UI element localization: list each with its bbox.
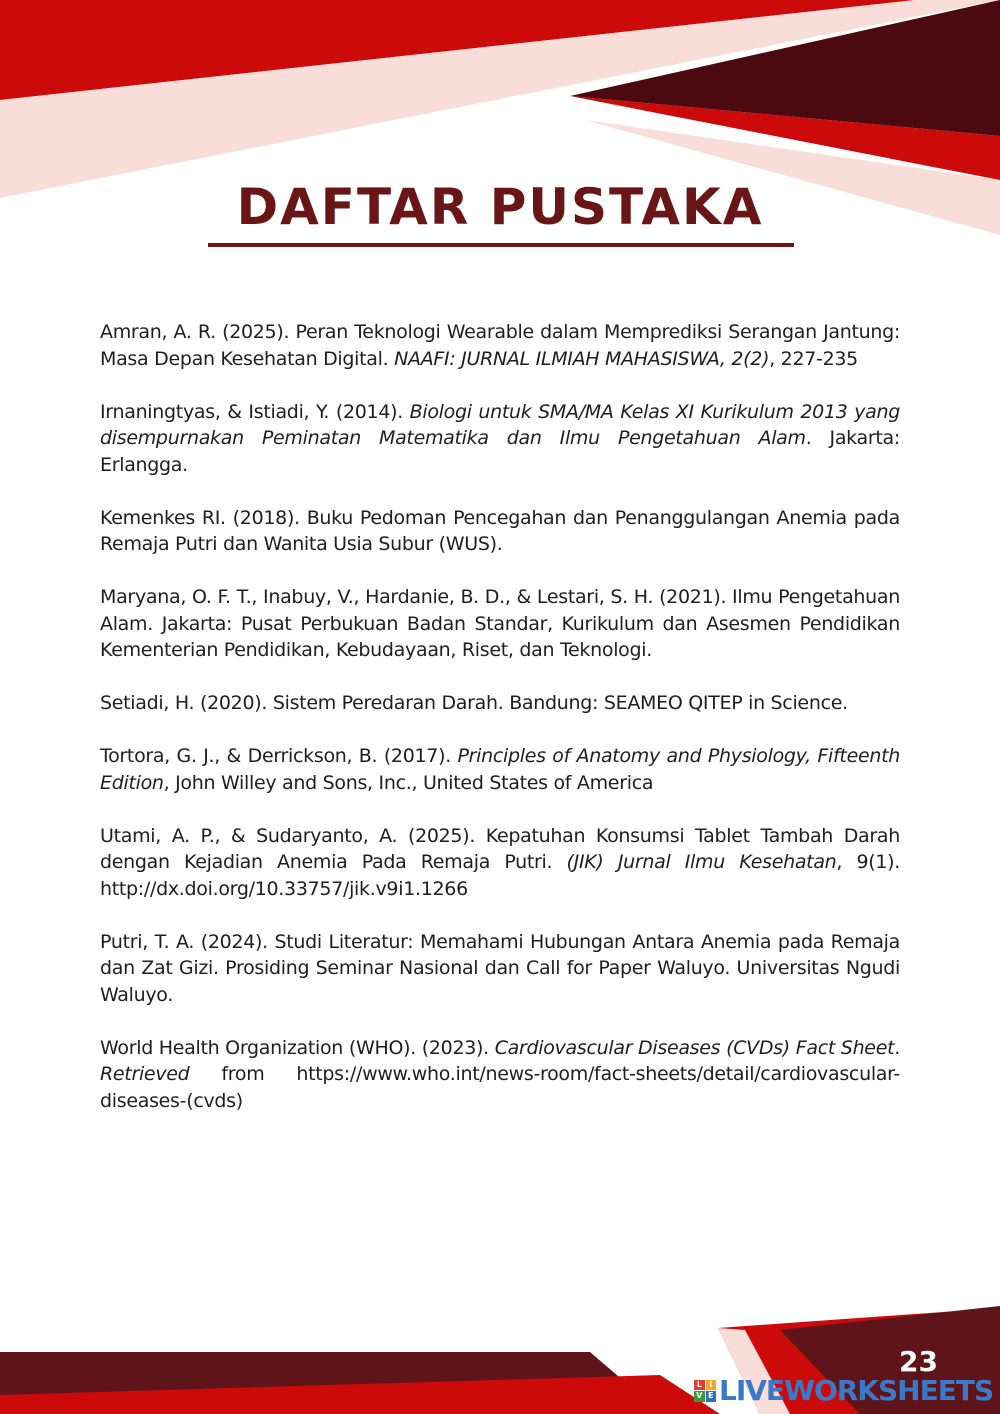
reference-text: Maryana, O. F. T., Inabuy, V., Hardanie, B. D., & Lestari, S. H. (2021). Ilmu Pengetahuan Alam. Jakarta: Pusat Perbukuan Badan Standar, Kurikulum dan Asesmen Pendidikan Kementerian Pendidikan, Kebudayaan, Riset, dan Teknologi.	[100, 586, 900, 661]
logo-letter: L	[694, 1380, 705, 1391]
reference-entry	[100, 505, 900, 558]
reference-text: from https://www.who.int/news-room/fact-sheets/detail/cardiovascular-diseases-(cvds)	[100, 1063, 900, 1112]
page-title: DAFTAR PUSTAKA	[236, 178, 764, 236]
page-number: 23	[899, 1345, 938, 1378]
reference-text: Amran, A. R. (2025). Peran Teknologi Wearable dalam Memprediksi Serangan Jantung: Masa Depan Kesehatan Digital.	[100, 321, 900, 370]
reference-text: Irnaningtyas, & Istiadi, Y. (2014).	[100, 400, 410, 423]
logo-letter: E	[706, 1391, 717, 1402]
reference-entry	[100, 823, 900, 903]
reference-entry	[100, 1035, 900, 1115]
reference-text: Utami, A. P., & Sudaryanto, A. (2025). Kepatuhan Konsumsi Tablet Tambah Darah dengan Kejadian Anemia Pada Remaja Putri.	[100, 824, 900, 873]
reference-text: Kemenkes RI. (2018). Buku Pedoman Pencegahan dan Penanggulangan Anemia pada Remaja Putri dan Wanita Usia Subur (WUS).	[100, 506, 900, 555]
reference-text: Setiadi, H. (2020). Sistem Peredaran Darah. Bandung: SEAMEO QITEP in Science.	[100, 692, 848, 714]
reference-italic-text: Cardiovascular Diseases (CVDs) Fact Sheet	[494, 1036, 895, 1059]
title-underline	[208, 243, 794, 247]
reference-entry	[100, 743, 900, 796]
watermark-text: LIVEWORKSHEETS	[719, 1374, 994, 1407]
reference-text: . Jakarta: Erlangga.	[100, 427, 900, 476]
reference-entry	[100, 690, 900, 717]
reference-entry	[100, 399, 900, 479]
reference-text: Putri, T. A. (2024). Studi Literatur: Memahami Hubungan Antara Anemia pada Remaja dan Zat Gizi. Prosiding Seminar Nasional dan Call for Paper Waluyo. Universitas Ngudi Waluyo.	[100, 930, 900, 1006]
reference-entry	[100, 319, 900, 372]
reference-list	[100, 319, 900, 1141]
reference-italic-text: NAAFI: JURNAL ILMIAH MAHASISWA, 2(2)	[394, 347, 770, 370]
reference-italic-text: Biologi untuk SMA/MA Kelas XI Kurikulum 2013 yang disempurnakan Peminatan Matematika dan Ilmu Pengetahuan Alam	[100, 400, 900, 449]
reference-italic-text: (JIK) Jurnal Ilmu Kesehatan	[566, 851, 837, 873]
reference-entry	[100, 929, 900, 1009]
reference-text: World Health Organization (WHO). (2023).	[100, 1036, 495, 1059]
liveworksheets-watermark	[694, 1374, 993, 1407]
reference-italic-text: Principles of Anatomy and Physiology, Fifteenth Edition	[100, 745, 900, 794]
reference-text: , 9(1). http://dx.doi.org/10.33757/jik.v9i1.1266	[100, 851, 900, 900]
reference-text: , John Willey and Sons, Inc., United States of America	[163, 771, 654, 794]
logo-letter: V	[694, 1391, 705, 1402]
reference-text: , 227-235	[769, 347, 858, 370]
liveworksheets-logo-icon	[694, 1380, 716, 1402]
reference-text: Tortora, G. J., & Derrickson, B. (2017).	[100, 745, 458, 767]
reference-italic-text: Retrieved	[100, 1063, 190, 1085]
reference-text: .	[894, 1036, 900, 1059]
logo-letter: I	[706, 1380, 717, 1391]
reference-entry	[100, 584, 900, 664]
